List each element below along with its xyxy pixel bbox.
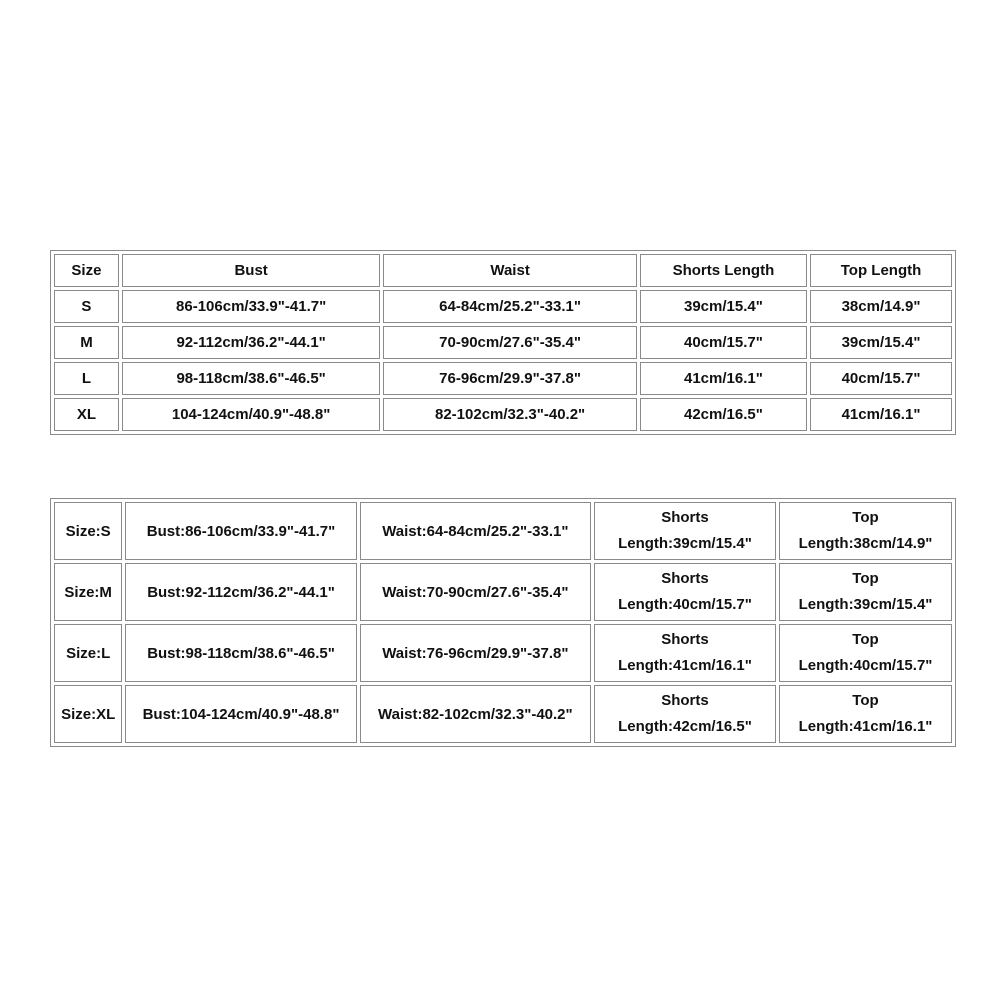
shorts-value: Length:42cm/16.5" [618,718,752,735]
table-row [54,290,952,323]
cell-bust: Bust:98-118cm/38.6"-46.5" [125,624,356,682]
cell-bust: Bust:86-106cm/33.9"-41.7" [125,502,356,560]
shorts-value: Length:39cm/15.4" [618,535,752,552]
cell-top-length: 40cm/15.7" [810,362,952,395]
header-waist: Waist [383,254,636,287]
shorts-label: Shorts [661,509,709,526]
cell-shorts-length [594,624,776,682]
cell-waist: Waist:82-102cm/32.3"-40.2" [360,685,591,743]
cell-top-length [779,624,952,682]
top-value: Length:41cm/16.1" [798,718,933,735]
cell-bust: Bust:92-112cm/36.2"-44.1" [125,563,356,621]
table-row [54,685,952,743]
cell-waist: 82-102cm/32.3"-40.2" [383,398,636,431]
table-row [54,502,952,560]
shorts-value: Length:41cm/16.1" [618,657,752,674]
table-row [54,398,952,431]
cell-shorts-length [594,563,776,621]
cell-size: Size:L [54,624,122,682]
cell-size: Size:M [54,563,122,621]
cell-shorts-length: 41cm/16.1" [640,362,807,395]
shorts-label: Shorts [661,692,709,709]
header-size: Size [54,254,119,287]
top-value: Length:39cm/15.4" [798,596,933,613]
cell-top-length: 38cm/14.9" [810,290,952,323]
cell-size: Size:XL [54,685,122,743]
top-label: Top [852,631,879,648]
top-label: Top [852,692,879,709]
cell-size: L [54,362,119,395]
cell-waist: 76-96cm/29.9"-37.8" [383,362,636,395]
cell-shorts-length [594,685,776,743]
cell-waist: Waist:70-90cm/27.6"-35.4" [360,563,591,621]
cell-top-length: 39cm/15.4" [810,326,952,359]
shorts-label: Shorts [661,631,709,648]
cell-bust: 104-124cm/40.9"-48.8" [122,398,381,431]
cell-shorts-length: 42cm/16.5" [640,398,807,431]
header-shorts-length: Shorts Length [640,254,807,287]
cell-size: Size:S [54,502,122,560]
shorts-label: Shorts [661,570,709,587]
table-row [54,362,952,395]
cell-size: M [54,326,119,359]
top-label: Top [852,570,879,587]
cell-bust: 92-112cm/36.2"-44.1" [122,326,381,359]
cell-waist: Waist:64-84cm/25.2"-33.1" [360,502,591,560]
cell-waist: 64-84cm/25.2"-33.1" [383,290,636,323]
shorts-value: Length:40cm/15.7" [618,596,752,613]
table-header-row [54,254,952,287]
top-label: Top [852,509,879,526]
cell-size: XL [54,398,119,431]
table-row [54,563,952,621]
size-chart-labeled-table [50,498,956,747]
cell-waist: Waist:76-96cm/29.9"-37.8" [360,624,591,682]
header-top-length: Top Length [810,254,952,287]
size-chart-table [50,250,956,435]
table-row [54,326,952,359]
table-row [54,624,952,682]
cell-bust: Bust:104-124cm/40.9"-48.8" [125,685,356,743]
top-value: Length:38cm/14.9" [798,535,933,552]
cell-shorts-length: 39cm/15.4" [640,290,807,323]
top-value: Length:40cm/15.7" [798,657,933,674]
header-bust: Bust [122,254,381,287]
cell-bust: 98-118cm/38.6"-46.5" [122,362,381,395]
cell-shorts-length: 40cm/15.7" [640,326,807,359]
cell-top-length [779,502,952,560]
cell-top-length [779,685,952,743]
cell-size: S [54,290,119,323]
cell-shorts-length [594,502,776,560]
cell-bust: 86-106cm/33.9"-41.7" [122,290,381,323]
cell-waist: 70-90cm/27.6"-35.4" [383,326,636,359]
cell-top-length: 41cm/16.1" [810,398,952,431]
cell-top-length [779,563,952,621]
